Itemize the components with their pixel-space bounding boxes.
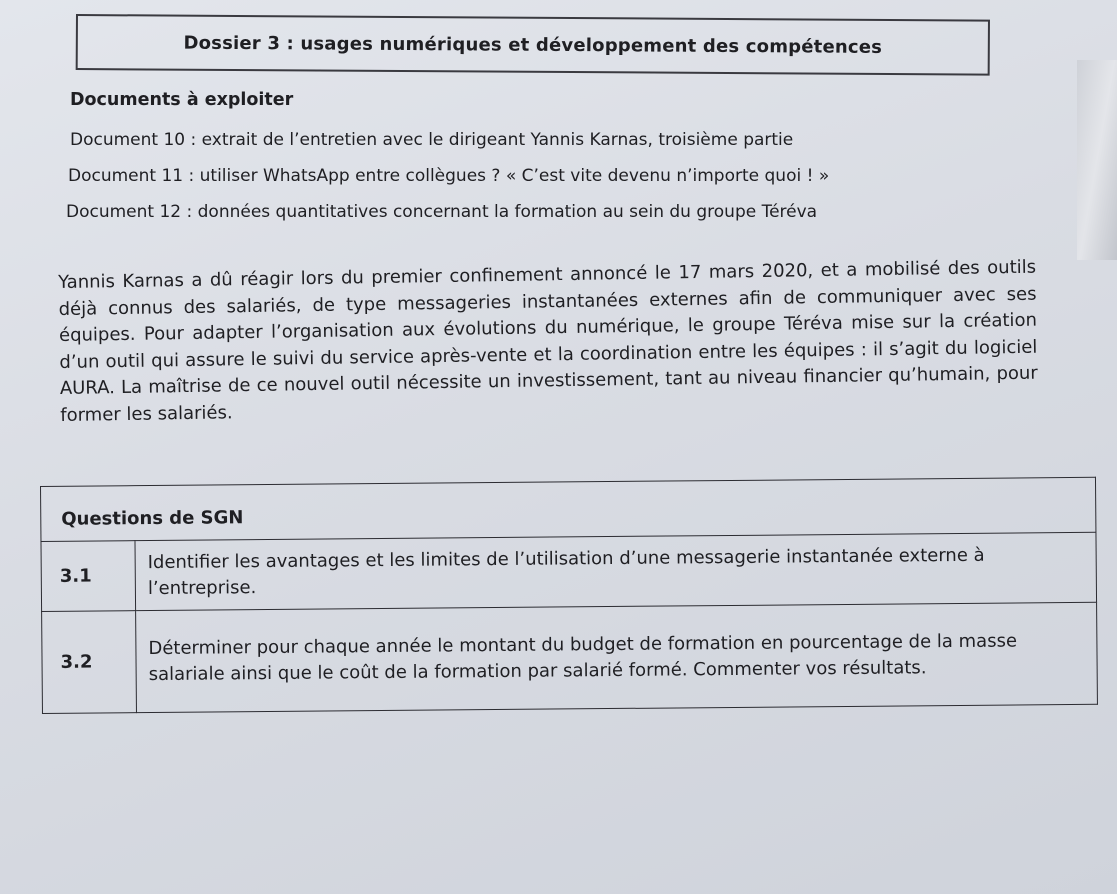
question-number: 3.2 <box>42 611 137 714</box>
document-10-line: Document 10 : extrait de l’entretien avec le dirigeant Yannis Karnas, troisième partie <box>70 130 794 150</box>
page-title: Dossier 3 : usages numériques et développement des compétences <box>183 32 883 58</box>
document-11-line: Document 11 : utiliser WhatsApp entre collègues ? « C’est vite devenu n’importe quoi ! » <box>68 166 830 186</box>
question-text: Identifier les avantages et les limites de l’utilisation d’une messagerie instantanée externe à l’entreprise. <box>135 532 1097 610</box>
question-text: Déterminer pour chaque année le montant du budget de formation en pourcentage de la masse salariale ainsi que le coût de la formation par salarié formé. Commenter vos résultats. <box>136 602 1098 712</box>
question-number: 3.1 <box>41 541 136 612</box>
documents-heading: Documents à exploiter <box>70 90 294 110</box>
table-header: Questions de SGN <box>41 477 1096 541</box>
table-row <box>42 602 1098 713</box>
table-header-row <box>41 477 1096 541</box>
document-12-line: Document 12 : données quantitatives concernant la formation au sein du groupe Téréva <box>66 202 818 222</box>
context-paragraph: Yannis Karnas a dû réagir lors du premier confinement annoncé le 17 mars 2020, et a mobilisé des outils déjà connus des salariés, de type messageries instantanées externes afin de communiquer avec ses équipes. Pour adapter l’organisation aux évolutions du numérique, le groupe Téréva mise sur la création d’un outil qui assure le suivi du service après-vente et la coordination entre les équipes : il s’agit du logiciel AURA. La maîtrise de ce nouvel outil nécessite un investissement, tant au niveau financier qu’humain, pour former les salariés. <box>58 256 1038 426</box>
table-row <box>41 532 1097 611</box>
title-box <box>76 14 990 76</box>
questions-table <box>40 477 1098 714</box>
